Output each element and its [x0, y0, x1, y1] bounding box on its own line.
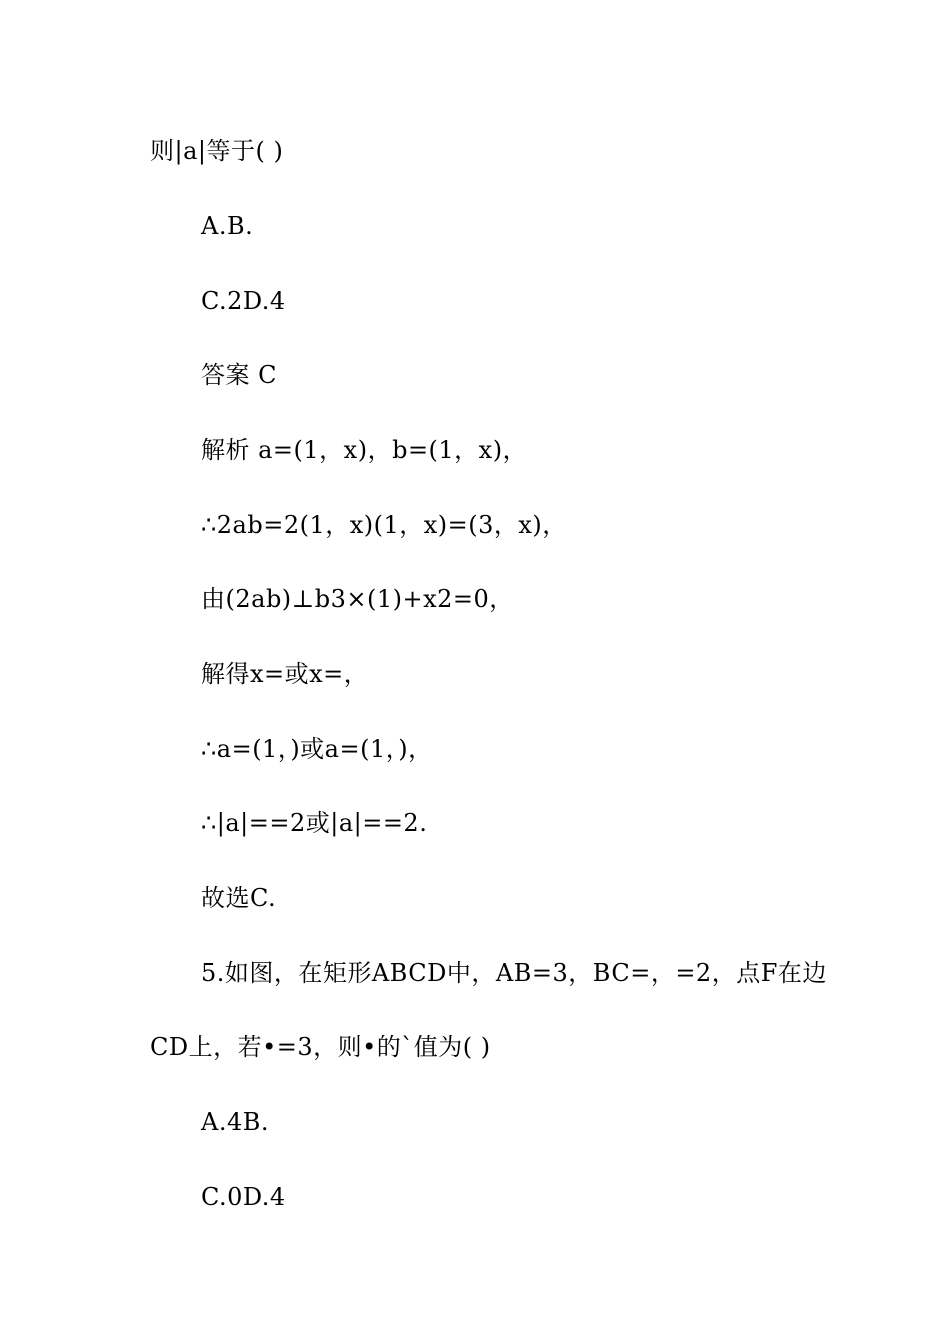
analysis-line-2: ∴2ab=2(1，x)(1，x)=(3，x)， [201, 511, 567, 539]
analysis-line-6: ∴|a|==2或|a|==2. [201, 809, 428, 837]
analysis-line-5: ∴a=(1，)或a=(1，)， [201, 735, 433, 763]
conclusion-line: 故选C. [201, 884, 277, 912]
question-5-option-row-cd: C.0D.4 [201, 1183, 286, 1211]
option-row-ab: A.B. [201, 212, 254, 240]
analysis-line-3: 由(2ab)⊥b3×(1)+x2=0， [201, 585, 514, 613]
question-5-stem: 5.如图，在矩形ABCD中，AB=3，BC=，=2，点F在边 [201, 959, 827, 987]
answer-line: 答案 C [201, 361, 277, 389]
option-row-cd: C.2D.4 [201, 287, 286, 315]
analysis-line-1: 解析 a=(1，x)，b=(1，x)， [201, 436, 528, 464]
analysis-line-4: 解得x=或x=， [201, 660, 369, 688]
question-5-option-row-ab: A.4B. [201, 1108, 269, 1136]
question-5-stem-continued: CD上，若•=3，则•的`值为( ) [150, 1033, 491, 1061]
question-stem-end: 则|a|等于( ) [150, 137, 284, 165]
